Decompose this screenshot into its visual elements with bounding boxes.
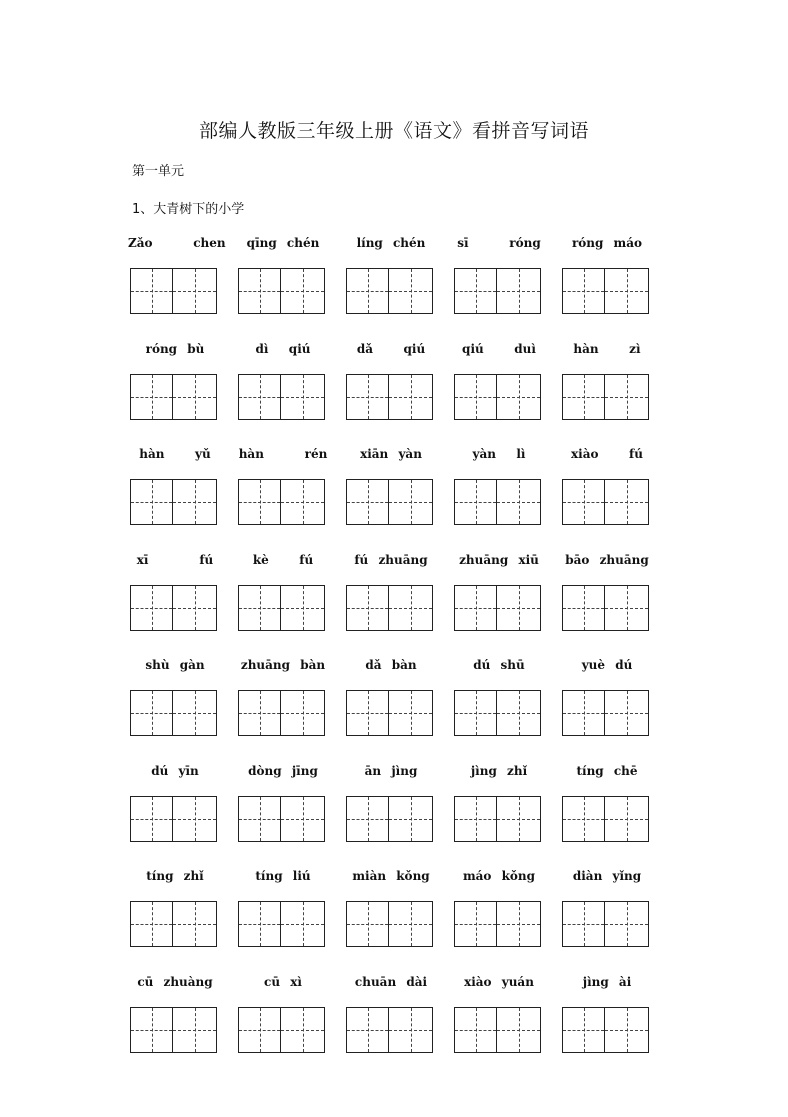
tianzige-box[interactable] — [389, 268, 433, 314]
pinyin-label: xiào yuán — [464, 974, 534, 989]
writing-boxes[interactable] — [346, 690, 433, 736]
tianzige-box[interactable] — [497, 585, 541, 631]
pinyin-label: yàn lì — [472, 447, 526, 461]
tianzige-box[interactable] — [281, 479, 325, 525]
grid-row — [128, 443, 668, 549]
tianzige-box[interactable] — [281, 901, 325, 947]
pinyin-label: fú zhuāng — [354, 552, 428, 567]
word-cell — [236, 971, 344, 1077]
tianzige-box[interactable] — [605, 268, 649, 314]
tianzige-box[interactable] — [173, 1007, 217, 1053]
writing-boxes[interactable] — [130, 1007, 217, 1053]
word-cell — [128, 971, 236, 1077]
writing-boxes[interactable] — [346, 585, 433, 631]
tianzige-box[interactable] — [238, 796, 281, 842]
word-cell — [344, 338, 452, 444]
tianzige-box[interactable] — [562, 479, 605, 525]
pinyin-label: qiú duì — [462, 341, 536, 356]
writing-boxes[interactable] — [238, 374, 325, 420]
tianzige-box[interactable] — [389, 585, 433, 631]
tianzige-box[interactable] — [281, 268, 325, 314]
tianzige-box[interactable] — [497, 268, 541, 314]
tianzige-box[interactable] — [497, 479, 541, 525]
pinyin-label: jìng zhǐ — [470, 763, 528, 778]
tianzige-box[interactable] — [238, 374, 281, 420]
writing-boxes[interactable] — [562, 901, 649, 947]
writing-boxes[interactable] — [562, 374, 649, 420]
tianzige-box[interactable] — [454, 374, 497, 420]
pinyin-label: tíng chē — [576, 763, 638, 778]
word-cell — [236, 760, 344, 866]
word-cell — [128, 865, 236, 971]
tianzige-box[interactable] — [389, 901, 433, 947]
pinyin-label: xiān yàn — [360, 447, 422, 461]
tianzige-box[interactable] — [389, 690, 433, 736]
word-cell — [452, 654, 560, 760]
writing-boxes[interactable] — [130, 374, 217, 420]
tianzige-box[interactable] — [173, 479, 217, 525]
pinyin-label: cū xì — [264, 974, 302, 989]
word-cell — [344, 971, 452, 1077]
word-cell — [452, 865, 560, 971]
writing-boxes[interactable] — [454, 1007, 541, 1053]
word-cell — [452, 971, 560, 1077]
writing-boxes[interactable] — [562, 690, 649, 736]
word-cell — [128, 338, 236, 444]
word-cell — [344, 549, 452, 655]
tianzige-box[interactable] — [130, 374, 173, 420]
writing-boxes[interactable] — [454, 374, 541, 420]
tianzige-box[interactable] — [454, 901, 497, 947]
word-cell — [128, 760, 236, 866]
pinyin-label: róng máo — [571, 236, 643, 250]
tianzige-box[interactable] — [173, 374, 217, 420]
writing-boxes[interactable] — [238, 268, 325, 314]
tianzige-box[interactable] — [238, 901, 281, 947]
word-cell — [128, 443, 236, 549]
grid-row — [128, 654, 668, 760]
tianzige-box[interactable] — [454, 479, 497, 525]
tianzige-box[interactable] — [130, 585, 173, 631]
tianzige-box[interactable] — [562, 901, 605, 947]
grid-row — [128, 232, 668, 338]
pinyin-label: xī fú — [136, 552, 214, 567]
tianzige-box[interactable] — [605, 374, 649, 420]
tianzige-box[interactable] — [238, 1007, 281, 1053]
grid-row — [128, 971, 668, 1077]
word-cell — [560, 760, 668, 866]
tianzige-box[interactable] — [346, 1007, 389, 1053]
tianzige-box[interactable] — [130, 479, 173, 525]
tianzige-box[interactable] — [605, 796, 649, 842]
tianzige-box[interactable] — [389, 796, 433, 842]
tianzige-box[interactable] — [346, 585, 389, 631]
tianzige-box[interactable] — [173, 901, 217, 947]
writing-boxes[interactable] — [454, 901, 541, 947]
pinyin-label: zhuāng xiū — [459, 552, 539, 567]
word-cell — [344, 760, 452, 866]
tianzige-box[interactable] — [281, 374, 325, 420]
unit-heading: 第一单元 — [132, 164, 185, 179]
tianzige-box[interactable] — [173, 796, 217, 842]
pinyin-label: tíng liú — [255, 869, 311, 883]
tianzige-box[interactable] — [173, 585, 217, 631]
tianzige-box[interactable] — [562, 585, 605, 631]
tianzige-box[interactable] — [605, 1007, 649, 1053]
tianzige-box[interactable] — [605, 479, 649, 525]
word-cell — [452, 338, 560, 444]
word-cell — [452, 549, 560, 655]
tianzige-box[interactable] — [173, 690, 217, 736]
tianzige-box[interactable] — [281, 796, 325, 842]
tianzige-box[interactable] — [389, 479, 433, 525]
word-cell — [560, 338, 668, 444]
pinyin-label: xiào fú — [571, 447, 643, 461]
word-cell — [236, 443, 344, 549]
writing-boxes[interactable] — [238, 901, 325, 947]
pinyin-label: ān jìng — [364, 763, 418, 778]
pinyin-label: líng chén — [356, 236, 426, 250]
writing-boxes[interactable] — [346, 374, 433, 420]
pinyin-label: dǎ bàn — [365, 658, 417, 672]
writing-boxes[interactable] — [238, 690, 325, 736]
writing-boxes[interactable] — [130, 268, 217, 314]
pinyin-label: yuè dú — [581, 658, 633, 672]
tianzige-box[interactable] — [497, 1007, 541, 1053]
writing-boxes[interactable] — [130, 585, 217, 631]
pinyin-label: miàn kǒng — [352, 869, 430, 883]
pinyin-label: hàn zì — [573, 341, 641, 356]
writing-boxes[interactable] — [454, 690, 541, 736]
pinyin-label: hàn rén — [238, 447, 328, 461]
writing-boxes[interactable] — [238, 796, 325, 842]
tianzige-box[interactable] — [389, 1007, 433, 1053]
tianzige-box[interactable] — [346, 479, 389, 525]
tianzige-box[interactable] — [562, 268, 605, 314]
pinyin-label: tíng zhǐ — [146, 869, 204, 883]
tianzige-box[interactable] — [238, 268, 281, 314]
pinyin-label: sī róng — [457, 236, 541, 250]
grid-row — [128, 338, 668, 444]
word-cell — [560, 443, 668, 549]
word-cell — [452, 443, 560, 549]
writing-boxes[interactable] — [562, 585, 649, 631]
page-title: 部编人教版三年级上册《语文》看拼音写词语 — [198, 120, 589, 142]
word-cell — [344, 654, 452, 760]
tianzige-box[interactable] — [346, 796, 389, 842]
tianzige-box[interactable] — [562, 1007, 605, 1053]
writing-boxes[interactable] — [130, 796, 217, 842]
tianzige-box[interactable] — [562, 690, 605, 736]
tianzige-box[interactable] — [497, 374, 541, 420]
writing-boxes[interactable] — [562, 479, 649, 525]
tianzige-box[interactable] — [238, 479, 281, 525]
word-cell — [236, 654, 344, 760]
tianzige-box[interactable] — [130, 796, 173, 842]
word-cell — [128, 549, 236, 655]
tianzige-box[interactable] — [238, 690, 281, 736]
writing-boxes[interactable] — [562, 796, 649, 842]
tianzige-box[interactable] — [497, 690, 541, 736]
grid-row — [128, 549, 668, 655]
tianzige-box[interactable] — [454, 268, 497, 314]
tianzige-box[interactable] — [281, 1007, 325, 1053]
writing-boxes[interactable] — [238, 479, 325, 525]
word-cell — [560, 654, 668, 760]
tianzige-box[interactable] — [389, 374, 433, 420]
word-cell — [560, 865, 668, 971]
tianzige-box[interactable] — [346, 901, 389, 947]
pinyin-label: Zǎo chen — [128, 236, 226, 250]
writing-boxes[interactable] — [238, 585, 325, 631]
pinyin-label: shù gàn — [145, 658, 205, 672]
pinyin-label: dì qiú — [255, 341, 311, 356]
tianzige-box[interactable] — [346, 374, 389, 420]
tianzige-box[interactable] — [454, 585, 497, 631]
writing-boxes[interactable] — [130, 901, 217, 947]
tianzige-box[interactable] — [605, 901, 649, 947]
pinyin-label: dú shū — [473, 658, 525, 672]
tianzige-box[interactable] — [562, 796, 605, 842]
word-cell — [560, 971, 668, 1077]
writing-boxes[interactable] — [130, 690, 217, 736]
word-cell — [560, 232, 668, 338]
pinyin-label: máo kǒng — [462, 869, 536, 883]
pinyin-label: dǎ qiú — [356, 341, 426, 356]
pinyin-label: hàn yǔ — [139, 447, 211, 461]
writing-boxes[interactable] — [454, 268, 541, 314]
pinyin-label: kè fú — [252, 552, 314, 567]
word-cell — [344, 232, 452, 338]
writing-boxes[interactable] — [454, 585, 541, 631]
pinyin-label: qīng chén — [246, 236, 320, 250]
tianzige-box[interactable] — [346, 268, 389, 314]
writing-boxes[interactable] — [454, 796, 541, 842]
pinyin-writing-grid — [128, 232, 668, 1076]
word-cell — [128, 654, 236, 760]
writing-boxes[interactable] — [562, 268, 649, 314]
word-cell — [128, 232, 236, 338]
word-cell — [344, 865, 452, 971]
writing-boxes[interactable] — [454, 479, 541, 525]
word-cell — [344, 443, 452, 549]
tianzige-box[interactable] — [130, 1007, 173, 1053]
writing-boxes[interactable] — [562, 1007, 649, 1053]
pinyin-label: zhuāng bàn — [240, 658, 326, 672]
pinyin-label: chuān dài — [354, 974, 428, 989]
tianzige-box[interactable] — [454, 796, 497, 842]
pinyin-label: jìng ài — [582, 974, 632, 989]
tianzige-box[interactable] — [281, 585, 325, 631]
tianzige-box[interactable] — [173, 268, 217, 314]
tianzige-box[interactable] — [605, 690, 649, 736]
grid-row — [128, 760, 668, 866]
writing-boxes[interactable] — [346, 796, 433, 842]
writing-boxes[interactable] — [346, 479, 433, 525]
word-cell — [236, 549, 344, 655]
tianzige-box[interactable] — [454, 690, 497, 736]
writing-boxes[interactable] — [238, 1007, 325, 1053]
tianzige-box[interactable] — [130, 268, 173, 314]
word-cell — [452, 760, 560, 866]
writing-boxes[interactable] — [346, 1007, 433, 1053]
tianzige-box[interactable] — [497, 796, 541, 842]
tianzige-box[interactable] — [562, 374, 605, 420]
pinyin-label: cū zhuàng — [137, 974, 213, 989]
tianzige-box[interactable] — [497, 901, 541, 947]
tianzige-box[interactable] — [130, 690, 173, 736]
tianzige-box[interactable] — [281, 690, 325, 736]
tianzige-box[interactable] — [605, 585, 649, 631]
grid-row — [128, 865, 668, 971]
writing-boxes[interactable] — [346, 268, 433, 314]
pinyin-label: róng bù — [145, 341, 205, 356]
tianzige-box[interactable] — [238, 585, 281, 631]
tianzige-box[interactable] — [130, 901, 173, 947]
writing-boxes[interactable] — [346, 901, 433, 947]
word-cell — [236, 232, 344, 338]
word-cell — [236, 865, 344, 971]
pinyin-label: dú yīn — [151, 763, 199, 778]
writing-boxes[interactable] — [130, 479, 217, 525]
word-cell — [560, 549, 668, 655]
lesson-heading: 1、大青树下的小学 — [132, 202, 245, 217]
pinyin-label: diàn yǐng — [572, 869, 642, 883]
word-cell — [452, 232, 560, 338]
word-cell — [236, 338, 344, 444]
pinyin-label: dòng jīng — [248, 763, 318, 778]
tianzige-box[interactable] — [346, 690, 389, 736]
tianzige-box[interactable] — [454, 1007, 497, 1053]
pinyin-label: bāo zhuāng — [565, 552, 649, 567]
